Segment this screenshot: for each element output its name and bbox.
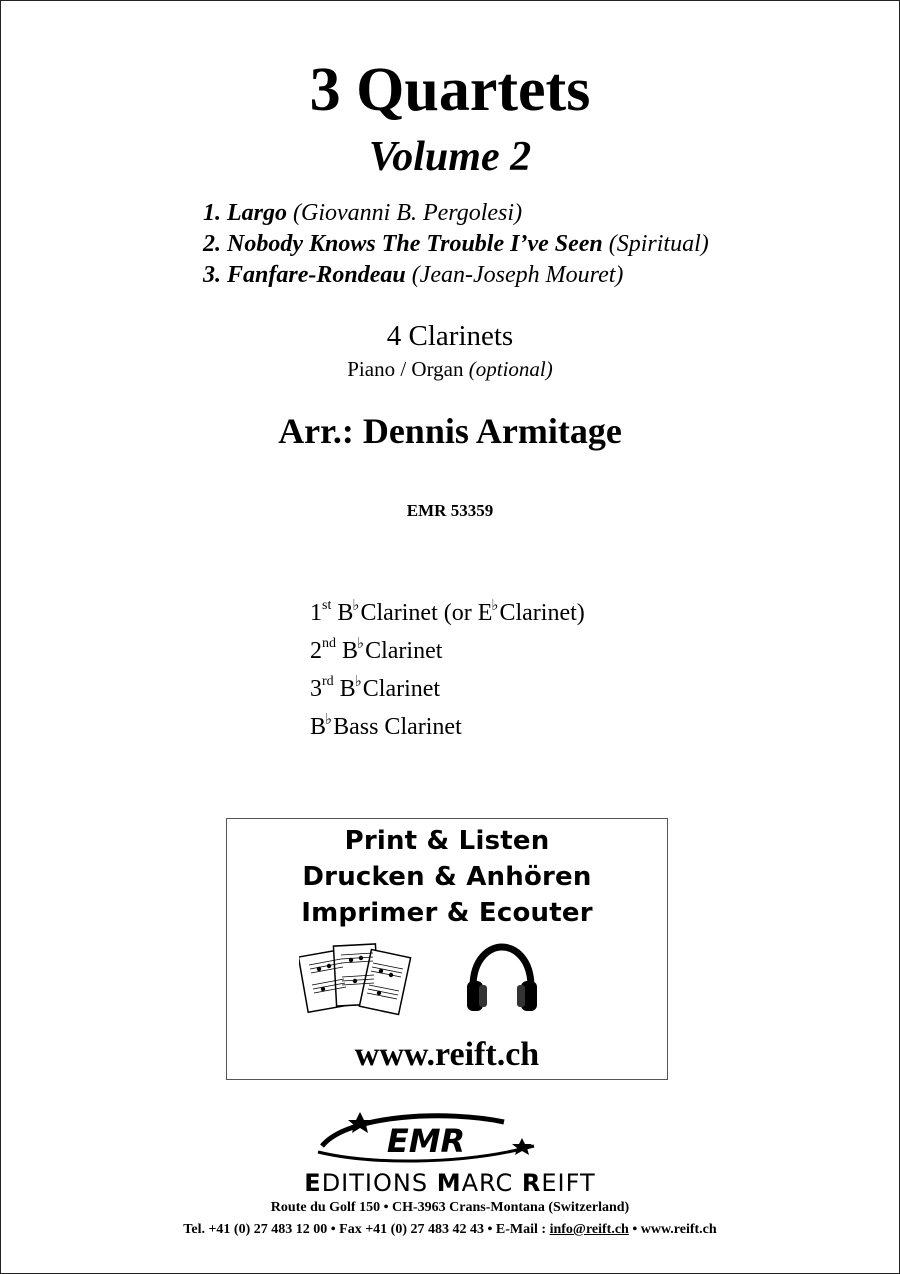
logo-text: EMR — [386, 1122, 466, 1160]
sheet-music-icon — [299, 939, 413, 1019]
accompaniment-text: Piano / Organ — [347, 357, 464, 381]
part-key: B — [339, 676, 356, 702]
page-title: 3 Quartets — [309, 56, 591, 124]
promo-line-en: Print & Listen — [344, 826, 550, 856]
part-number: 3 — [310, 676, 322, 702]
accompaniment — [0, 356, 900, 382]
piece-composer: (Jean-Joseph Mouret) — [411, 262, 624, 288]
brand-text: DITIONS — [321, 1169, 437, 1197]
piece-composer: (Giovanni B. Pergolesi) — [293, 200, 523, 226]
flat-icon: ♭ — [325, 712, 333, 728]
flat-icon: ♭ — [491, 598, 499, 614]
publisher-name — [0, 1168, 900, 1198]
piece-name: 3. Fanfare-Rondeau — [203, 262, 406, 288]
brand-initial: E — [304, 1169, 322, 1197]
piece-name: 1. Largo — [203, 200, 287, 226]
emr-logo — [308, 1108, 544, 1168]
part-label: Clarinet (or E — [360, 600, 493, 626]
instrumentation: 4 Clarinets — [386, 320, 514, 352]
part-number: 2 — [310, 638, 322, 664]
flat-icon: ♭ — [357, 636, 365, 652]
ordinal-suffix: nd — [322, 636, 336, 651]
page-subtitle: Volume 2 — [368, 134, 532, 180]
promo-line-fr: Imprimer & Ecouter — [301, 898, 593, 928]
part-key: B — [337, 600, 354, 626]
piece-item — [203, 198, 709, 229]
brand-text: EIFT — [541, 1169, 596, 1197]
piece-list — [203, 198, 709, 291]
part-item — [310, 710, 585, 748]
contact-website: • www.reift.ch — [628, 1222, 717, 1237]
brand-initial: R — [521, 1169, 542, 1197]
part-number: 1 — [310, 600, 322, 626]
part-key: B — [342, 638, 359, 664]
brand-initial: M — [436, 1169, 462, 1197]
piece-item — [203, 260, 709, 291]
print-listen-box — [226, 818, 668, 1080]
part-item — [310, 596, 585, 634]
arranger: Arr.: Dennis Armitage — [278, 411, 622, 451]
promo-line-de: Drucken & Anhören — [302, 862, 592, 892]
publisher-contact — [0, 1221, 900, 1239]
piece-item — [203, 229, 709, 260]
part-label: Bass Clarinet — [333, 714, 462, 740]
part-label: Clarinet) — [499, 600, 585, 626]
flat-icon: ♭ — [352, 598, 360, 614]
email-link[interactable]: info@reift.ch — [549, 1222, 629, 1237]
part-label: Clarinet — [365, 638, 443, 664]
headphones-icon — [465, 943, 539, 1015]
part-item — [310, 672, 585, 710]
catalog-code: EMR 53359 — [406, 501, 494, 520]
part-label: Clarinet — [362, 676, 441, 702]
parts-list — [310, 596, 585, 748]
ordinal-suffix: st — [322, 598, 332, 613]
optional-note: (optional) — [468, 357, 553, 381]
part-key: B — [310, 714, 327, 740]
promo-url[interactable]: www.reift.ch — [354, 1036, 540, 1073]
flat-icon: ♭ — [354, 674, 362, 690]
brand-text: ARC — [461, 1169, 522, 1197]
piece-composer: (Spiritual) — [608, 231, 709, 257]
ordinal-suffix: rd — [322, 674, 334, 689]
part-item — [310, 634, 585, 672]
contact-phone-fax: Tel. +41 (0) 27 483 12 00 • Fax +41 (0) 27 483 42 43 • E-Mail : — [183, 1222, 550, 1237]
piece-name: 2. Nobody Knows The Trouble I’ve Seen — [203, 231, 603, 257]
publisher-address: Route du Golf 150 • CH-3963 Crans-Montana (Switzerland) — [270, 1200, 630, 1215]
